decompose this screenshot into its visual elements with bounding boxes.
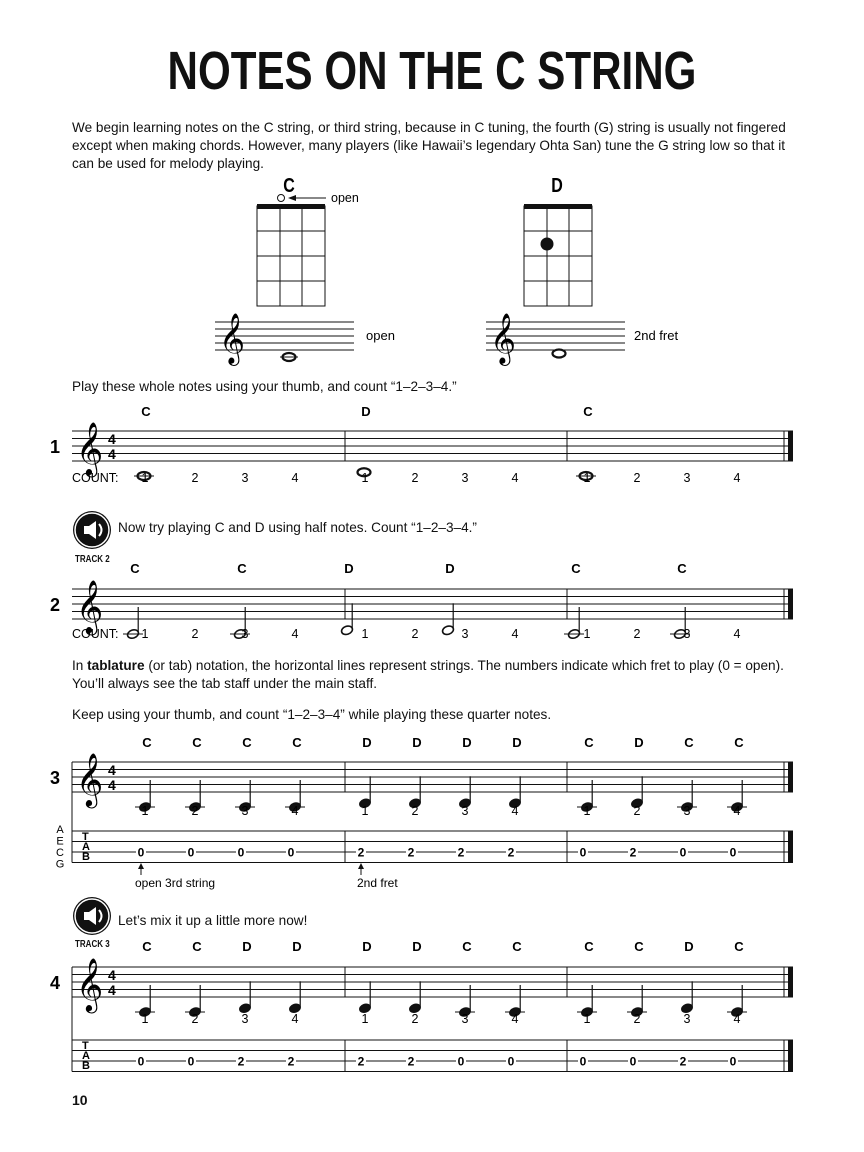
note-name: C bbox=[584, 939, 594, 954]
count-number: 3 bbox=[683, 804, 691, 818]
tuning-letter: A bbox=[56, 824, 64, 836]
count-number: 1 bbox=[141, 804, 149, 818]
count-number: 3 bbox=[683, 1012, 691, 1026]
time-signature-top: 4 bbox=[108, 431, 116, 447]
fret-number: 0 bbox=[729, 845, 737, 860]
count-number: 1 bbox=[583, 471, 591, 485]
treble-clef: 𝄞 bbox=[76, 753, 104, 805]
note-name: C bbox=[242, 735, 252, 750]
final-barline-thick bbox=[788, 431, 793, 461]
fret-number: 0 bbox=[237, 845, 245, 860]
page-title: NOTES ON THE C STRING bbox=[167, 41, 697, 101]
diagram-c-name: C bbox=[283, 174, 295, 197]
note-name: C bbox=[684, 735, 694, 750]
annotation-2nd-fret: 2nd fret bbox=[357, 876, 398, 890]
instruction-ex3: Keep using your thumb, and count “1–2–3–4” while playing these quarter notes. bbox=[72, 707, 552, 722]
note-name: D bbox=[242, 939, 252, 954]
count-number: 4 bbox=[511, 1012, 519, 1026]
tab-letter: T bbox=[82, 831, 89, 843]
count-number: 3 bbox=[683, 627, 691, 641]
annotation-arrow-head bbox=[138, 863, 144, 869]
count-number: 1 bbox=[361, 471, 369, 485]
time-signature-bottom: 4 bbox=[108, 446, 116, 462]
count-number: 1 bbox=[361, 1012, 369, 1026]
count-number: 2 bbox=[191, 627, 199, 641]
count-number: 3 bbox=[461, 471, 469, 485]
count-number: 2 bbox=[191, 471, 199, 485]
fret-number: 2 bbox=[407, 1054, 415, 1069]
fret-number: 2 bbox=[407, 845, 415, 860]
count-number: 4 bbox=[733, 471, 741, 485]
tuning-letter: C bbox=[56, 847, 64, 859]
note-name: D bbox=[362, 939, 372, 954]
fret-number: 2 bbox=[457, 845, 465, 860]
final-barline-thick bbox=[788, 762, 793, 792]
fret-number: 0 bbox=[507, 1054, 515, 1069]
fret-number: 0 bbox=[137, 845, 145, 860]
fret-number: 0 bbox=[629, 1054, 637, 1069]
note-name: D bbox=[412, 735, 422, 750]
fret-number: 0 bbox=[729, 1054, 737, 1069]
instruction-ex4: Let’s mix it up a little more now! bbox=[118, 913, 308, 928]
note-name: C bbox=[142, 939, 152, 954]
note-name: C bbox=[677, 561, 687, 576]
count-number: 1 bbox=[141, 471, 149, 485]
count-number: 3 bbox=[461, 804, 469, 818]
fret-number: 2 bbox=[357, 845, 365, 860]
fret-number: 0 bbox=[579, 1054, 587, 1069]
count-number: 2 bbox=[633, 627, 641, 641]
tab-letter: A bbox=[82, 1050, 90, 1062]
fret-number: 2 bbox=[679, 1054, 687, 1069]
note-name: C bbox=[584, 735, 594, 750]
fret-number: 0 bbox=[287, 845, 295, 860]
count-number: 1 bbox=[583, 1012, 591, 1026]
treble-clef: 𝄞 bbox=[76, 958, 104, 1010]
fret-number: 0 bbox=[457, 1054, 465, 1069]
instruction-ex1: Play these whole notes using your thumb, and count “1–2–3–4.” bbox=[72, 379, 457, 394]
fret-number: 2 bbox=[357, 1054, 365, 1069]
annotation-arrow-head bbox=[358, 863, 364, 869]
staff-c-label: open bbox=[366, 328, 395, 343]
note-name: D bbox=[344, 561, 354, 576]
count-label: COUNT: bbox=[72, 471, 119, 485]
staff-d-label: 2nd fret bbox=[634, 328, 679, 343]
tab-letter: B bbox=[82, 851, 90, 863]
note-name: D bbox=[292, 939, 302, 954]
count-number: 4 bbox=[511, 627, 519, 641]
note-name: C bbox=[130, 561, 140, 576]
note-name: D bbox=[634, 735, 644, 750]
fret-number: 0 bbox=[679, 845, 687, 860]
intro-paragraph: We begin learning notes on the C string, or third string, because in C tuning, the fourth (G) string is usually not fingered except when making chords. However, many players (like Hawaii’s legendary Ohta San) tune the G string low so that it can be used for melody playing. bbox=[72, 120, 786, 171]
note-name: D bbox=[684, 939, 694, 954]
time-signature-top: 4 bbox=[108, 967, 116, 983]
instruction-ex2: Now try playing C and D using half notes. Count “1–2–3–4.” bbox=[118, 520, 477, 535]
count-number: 4 bbox=[511, 804, 519, 818]
exercise-number: 1 bbox=[50, 437, 61, 457]
tab-letter: T bbox=[82, 1040, 89, 1052]
final-barline-thick bbox=[788, 589, 793, 619]
note-name: D bbox=[361, 404, 371, 419]
track-label: TRACK 3 bbox=[75, 939, 110, 950]
count-number: 1 bbox=[141, 1012, 149, 1026]
fret-number: 2 bbox=[287, 1054, 295, 1069]
count-number: 3 bbox=[241, 471, 249, 485]
note-name: D bbox=[462, 735, 472, 750]
count-number: 4 bbox=[291, 627, 299, 641]
count-number: 2 bbox=[633, 804, 641, 818]
count-number: 3 bbox=[241, 627, 249, 641]
note-name: D bbox=[445, 561, 455, 576]
count-number: 3 bbox=[461, 1012, 469, 1026]
count-number: 4 bbox=[291, 1012, 299, 1026]
count-number: 1 bbox=[583, 804, 591, 818]
exercise-number: 2 bbox=[50, 595, 61, 615]
count-number: 1 bbox=[583, 627, 591, 641]
count-number: 4 bbox=[733, 804, 741, 818]
note-name: C bbox=[734, 735, 744, 750]
count-number: 1 bbox=[361, 804, 369, 818]
note-name: C bbox=[634, 939, 644, 954]
note-name: C bbox=[142, 735, 152, 750]
treble-clef: 𝄞 bbox=[76, 580, 104, 632]
diagram-d-name: D bbox=[551, 174, 563, 197]
note-name: C bbox=[292, 735, 302, 750]
note-name: C bbox=[192, 939, 202, 954]
treble-clef: 𝄞 bbox=[490, 314, 517, 363]
fret-number: 2 bbox=[629, 845, 637, 860]
count-number: 2 bbox=[191, 804, 199, 818]
count-number: 3 bbox=[241, 804, 249, 818]
time-signature-top: 4 bbox=[108, 762, 116, 778]
note-name: C bbox=[462, 939, 472, 954]
note-name: C bbox=[141, 404, 151, 419]
note-name: C bbox=[734, 939, 744, 954]
exercise-number: 4 bbox=[50, 973, 61, 993]
note-name: C bbox=[583, 404, 593, 419]
final-barline-thick bbox=[788, 967, 793, 997]
page-number: 10 bbox=[72, 1092, 88, 1108]
note-name: C bbox=[192, 735, 202, 750]
time-signature-bottom: 4 bbox=[108, 982, 116, 998]
time-signature-bottom: 4 bbox=[108, 777, 116, 793]
count-number: 4 bbox=[733, 627, 741, 641]
count-number: 4 bbox=[733, 1012, 741, 1026]
count-number: 2 bbox=[411, 627, 419, 641]
final-barline-thick bbox=[788, 1040, 793, 1072]
tab-paragraph: In tablature (or tab) notation, the horizontal lines represent strings. The numbers indicate which fret to play (0 = open). You’ll always see the tab staff under the main staff. bbox=[72, 658, 784, 691]
exercise-number: 3 bbox=[50, 768, 61, 788]
count-number: 2 bbox=[633, 1012, 641, 1026]
fret-number: 0 bbox=[187, 1054, 195, 1069]
fret-number: 0 bbox=[579, 845, 587, 860]
tab-letter: B bbox=[82, 1060, 90, 1072]
tuning-letter: G bbox=[55, 858, 65, 871]
fret-number: 0 bbox=[137, 1054, 145, 1069]
count-number: 3 bbox=[683, 471, 691, 485]
fret-number: 0 bbox=[187, 845, 195, 860]
fret-number: 2 bbox=[237, 1054, 245, 1069]
note-name: C bbox=[571, 561, 581, 576]
note-name: D bbox=[362, 735, 372, 750]
count-number: 2 bbox=[633, 471, 641, 485]
treble-clef: 𝄞 bbox=[76, 422, 104, 474]
track-label: TRACK 2 bbox=[75, 554, 110, 565]
annotation-open-3rd: open 3rd string bbox=[135, 876, 216, 890]
note-name: D bbox=[512, 735, 522, 750]
fret-number: 2 bbox=[507, 845, 515, 860]
tab-letter: A bbox=[82, 841, 90, 853]
note-name: C bbox=[512, 939, 522, 954]
count-number: 2 bbox=[411, 471, 419, 485]
diagram-c-arrow-label: open bbox=[331, 191, 359, 205]
treble-clef: 𝄞 bbox=[219, 314, 246, 363]
count-number: 3 bbox=[461, 627, 469, 641]
note-name: C bbox=[237, 561, 247, 576]
count-number: 4 bbox=[291, 471, 299, 485]
note-name: D bbox=[412, 939, 422, 954]
tuning-letter: E bbox=[56, 835, 64, 848]
count-number: 4 bbox=[291, 804, 299, 818]
count-number: 1 bbox=[361, 627, 369, 641]
count-label: COUNT: bbox=[72, 627, 119, 641]
final-barline-thick bbox=[788, 831, 793, 863]
tablature-term: tablature bbox=[87, 658, 145, 673]
count-number: 3 bbox=[241, 1012, 249, 1026]
count-number: 1 bbox=[141, 627, 149, 641]
count-number: 2 bbox=[411, 804, 419, 818]
count-number: 2 bbox=[191, 1012, 199, 1026]
count-number: 2 bbox=[411, 1012, 419, 1026]
count-number: 4 bbox=[511, 471, 519, 485]
